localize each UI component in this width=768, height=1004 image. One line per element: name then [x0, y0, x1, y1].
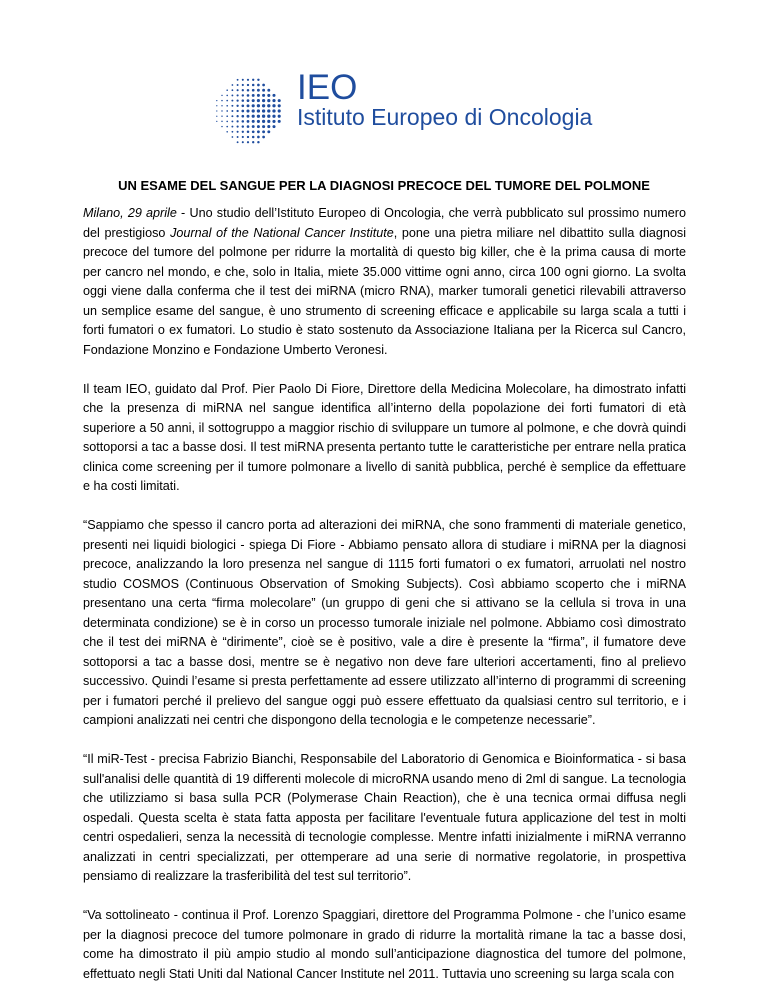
logo-dot [252, 136, 255, 139]
paragraph-1-text-a: - Uno studio dell’Istituto Europeo di Oncologia, che verrà pubblicato sul prossimo numero del prestigioso [83, 206, 686, 240]
logo-dot [267, 115, 270, 118]
logo-dot [272, 104, 275, 107]
logo-dot [232, 136, 234, 138]
logo-dot [252, 125, 255, 128]
logo-dot [221, 95, 222, 96]
paragraph-1 [83, 204, 686, 360]
logo-dot [278, 109, 281, 112]
logo-dot [221, 105, 222, 106]
dot-globe-icon [200, 76, 296, 146]
logo-dot [257, 136, 260, 139]
logo-dot [232, 84, 234, 86]
logo-dot [237, 84, 239, 86]
logo-dot [278, 104, 281, 107]
logo-dot [247, 89, 250, 92]
logo-dot [267, 120, 270, 123]
logo-dot [252, 141, 254, 143]
logo-dot [236, 105, 238, 107]
logo-dot [262, 109, 265, 112]
logo-dot [247, 115, 250, 118]
logo-dot [252, 99, 255, 102]
logo-dot [247, 141, 249, 143]
logo-dot [267, 104, 270, 107]
logo-dot [252, 104, 255, 107]
logo-dot [247, 99, 250, 102]
logo-dot [272, 125, 275, 128]
logo-dot [267, 109, 270, 112]
logo-dot [257, 104, 260, 107]
logo-dot [226, 126, 228, 128]
logo-dot [272, 115, 275, 118]
logo-dot [257, 130, 260, 133]
logo-dot [252, 130, 255, 133]
logo-dot [252, 94, 255, 97]
logo-dot [267, 89, 270, 92]
logo-dot [237, 131, 239, 133]
logo-dot [278, 120, 281, 123]
logo-dot [267, 125, 270, 128]
paragraph-5: “Va sottolineato - continua il Prof. Lorenzo Spaggiari, direttore del Programma Polmone - che l’unico esame per la diagnosi precoce del tumore polmonare in grado di ridurre la mortalità rimane la tac a basse dosi, come ha dimostrato il più ampio studio al mondo sull’anticipazione diagnostica del tumore del polmone, effettuato negli Stati Uniti dal National Cancer Institute nel 2011. Tuttavia uno screening su larga scala con [83, 908, 686, 981]
paragraph-3: “Sappiamo che spesso il cancro porta ad alterazioni dei miRNA, che sono frammenti di materiale genetico, presenti nei liquidi biologici - spiega Di Fiore - Abbiamo pensato allora di studiare i miRNA per la diagnosi precoce, analizzando la loro presenza nel sangue di 1115 forti fumatori o ex fumatori, arruolati nel nostro studio COSMOS (Continuous Observation of Smoking Subjects). Così abbiamo scoperto che i miRNA presentano una certa “firma molecolare” (un gruppo di geni che si attivano se la cellula si trova in una determinata condizione) se è in corso un processo tumorale iniziale nel polmone. Abbiamo così dimostrato che il test dei miRNA è “dirimente”, cioè se è positivo, vale a dire è presente la “firma”, il fumatore deve sottoporsi a tac a basse dosi, mentre se è negativo non deve fare ulteriori accertamenti, fino al prelievo successivo. Quindi l’esame si presta perfettamente ad essere utilizzato all’interno di programmi di screening per i fumatori perché il prelievo del sangue oggi può essere effettuato da qualsiasi centro sul territorio, e i campioni analizzati nei centri che dispongono della tecnologia e le competenze necessarie”. [83, 518, 686, 727]
journal-name: Journal of the National Cancer Institute [170, 225, 394, 240]
logo-dot [252, 120, 255, 123]
logo-dot [247, 125, 250, 128]
logo-dot [252, 89, 255, 92]
logo-dot [247, 120, 250, 123]
logo-dot [272, 94, 275, 97]
logo-dot [272, 120, 275, 123]
logo-dot [252, 115, 255, 118]
logo-dot [267, 99, 270, 102]
logo-dot [246, 109, 249, 112]
logo-dot [226, 110, 228, 112]
logo-dot [257, 89, 260, 92]
logo-dot [262, 99, 265, 102]
logo-dot [262, 89, 265, 92]
paragraph-1-text-b: , pone una pietra miliare nel dibattito sulla diagnosi precoce del tumore del polmone per ridurre la mortalità di questo big killer, che è la prima causa di morte per cancro nel mondo, e che, solo in Italia, miete 35.000 vittime ogni anno, circa 100 ogni giorno. La svolta oggi viene dalla conferma che il test dei miRNA (micro RNA), marker tumorali genetici rilevabili attraverso un semplice esame del sangue, è uno strumento di screening efficace e applicabile su larga scala a tutti i forti fumatori o ex fumatori. Lo studio è stato sostenuto da Associazione Italiana per la Ricerca sul Cancro, Fondazione Monzino e Fondazione Umberto Veronesi. [83, 225, 686, 357]
paragraph-2: Il team IEO, guidato dal Prof. Pier Paolo Di Fiore, Direttore della Medicina Molecolare, ha dimostrato infatti che la presenza di miRNA nel sangue identifica all’interno della popolazione dei forti fumatori di età superiore a 50 anni, il sottogruppo a maggior rischio di sviluppare un tumore al polmone, e che dovrà quindi sottoporsi a tac a basse dosi. Il test miRNA presenta pertanto tutte le caratteristiche per entrare nella pratica clinica come screening per il tumore polmonare a livello di sanità pubblica, perché è semplice da effettuare e ha costi limitati. [83, 381, 686, 493]
logo-dot [221, 126, 222, 127]
logo-dot [262, 84, 265, 87]
logo-dot [237, 136, 239, 138]
logo-dot [242, 94, 244, 96]
logo-dot [236, 120, 238, 122]
logo-dot [226, 105, 228, 107]
logo-dot [247, 136, 249, 138]
logo-dot [272, 109, 275, 112]
logo-dot [278, 99, 281, 102]
logo-dot [226, 95, 228, 97]
logo-dot [232, 89, 234, 91]
logo-dot [262, 115, 265, 118]
logo-dot [216, 110, 217, 111]
logo-dot [262, 94, 265, 97]
logo-dot [231, 100, 233, 102]
logo-dot [257, 115, 260, 118]
logo-dot [278, 115, 281, 118]
logo-dot [216, 100, 217, 101]
logo-dot [242, 79, 244, 81]
logo-dot [231, 94, 233, 96]
logo-dot [252, 79, 254, 81]
logo-dot [231, 126, 233, 128]
logo-dot [242, 141, 244, 143]
logo-dot [262, 104, 265, 107]
logo-dot [221, 115, 222, 116]
logo-dot [252, 109, 255, 112]
logo-dot [241, 115, 244, 118]
ieo-logo [200, 68, 593, 146]
logo-dot [231, 105, 233, 107]
logo-dot [262, 120, 265, 123]
logo-dot [242, 89, 244, 91]
logo-dot [257, 99, 260, 102]
logo-dot [231, 115, 233, 117]
logo-dot [231, 110, 233, 112]
logo-dot [236, 110, 238, 112]
logo-dot [247, 131, 250, 134]
logo-dot [257, 120, 260, 123]
logo-dot [232, 131, 234, 133]
logo-dot [262, 130, 265, 133]
logo-dot [242, 136, 244, 138]
logo-dot [237, 94, 239, 96]
dateline: Milano, 29 aprile [83, 206, 177, 220]
logo-dot [242, 84, 244, 86]
logo-subtitle: Istituto Europeo di Oncologia [297, 104, 593, 130]
logo-dot [236, 115, 238, 117]
logo-dot [221, 110, 222, 111]
logo-dot [231, 120, 233, 122]
logo-dot [216, 116, 217, 117]
logo-dot [237, 89, 239, 91]
logo-dot [267, 94, 270, 97]
logo-dot [257, 109, 260, 112]
logo-dot [247, 104, 250, 107]
logo-dot [262, 125, 265, 128]
logo-dot [252, 84, 255, 87]
logo-dot [242, 131, 244, 133]
logo-dot [257, 141, 259, 143]
logo-dot [241, 104, 244, 107]
logo-dot [257, 94, 260, 97]
logo-dot [247, 79, 249, 81]
page-title: UN ESAME DEL SANGUE PER LA DIAGNOSI PRECOCE DEL TUMORE DEL POLMONE [118, 178, 650, 193]
logo-dot [262, 136, 265, 139]
logo-dot [216, 121, 217, 122]
logo-dot [226, 100, 228, 102]
logo-dot [237, 126, 239, 128]
logo-dot [221, 121, 222, 122]
logo-dot [226, 89, 228, 91]
logo-dot [247, 94, 250, 97]
logo-dot [242, 99, 245, 102]
logo-dot [242, 125, 244, 127]
logo-name: IEO [297, 68, 358, 107]
logo-dot [257, 84, 260, 87]
logo-dot [226, 121, 228, 123]
logo-dot [257, 125, 260, 128]
logo-dot [241, 110, 244, 113]
logo-dot [237, 141, 239, 143]
article-body [83, 204, 686, 1004]
logo-dot [257, 79, 259, 81]
logo-dot [216, 105, 217, 106]
logo-dot [226, 115, 228, 117]
logo-dot [267, 130, 270, 133]
logo-dot [236, 99, 238, 101]
logo-dot [221, 100, 222, 101]
logo-dot [242, 120, 245, 123]
paragraph-4: “Il miR-Test - precisa Fabrizio Bianchi, Responsabile del Laboratorio di Genomica e Bioinformatica - si basa sull'analisi delle quantità di 19 differenti molecole di microRNA usando meno di 2ml di sangue. La tecnologia che utilizziamo si basa sulla PCR (Polymerase Chain Reaction), che è una tecnica ormai diffusa negli ospedali. Questa scelta è stata fatta apposta per facilitare l'eventuale futura applicazione del test in molti centri ospedalieri, senza la necessità di tecnologie complesse. Mentre infatti inizialmente i miRNA verranno analizzati in centri specializzati, per ottemperare ad una serie di normative regolatorie, in prospettiva pensiamo di realizzare la trasferibilità del test sul territorio”. [83, 752, 686, 883]
logo-dot [247, 84, 249, 86]
logo-dot [226, 131, 228, 133]
logo-dot [237, 79, 239, 81]
logo-dot [272, 99, 275, 102]
